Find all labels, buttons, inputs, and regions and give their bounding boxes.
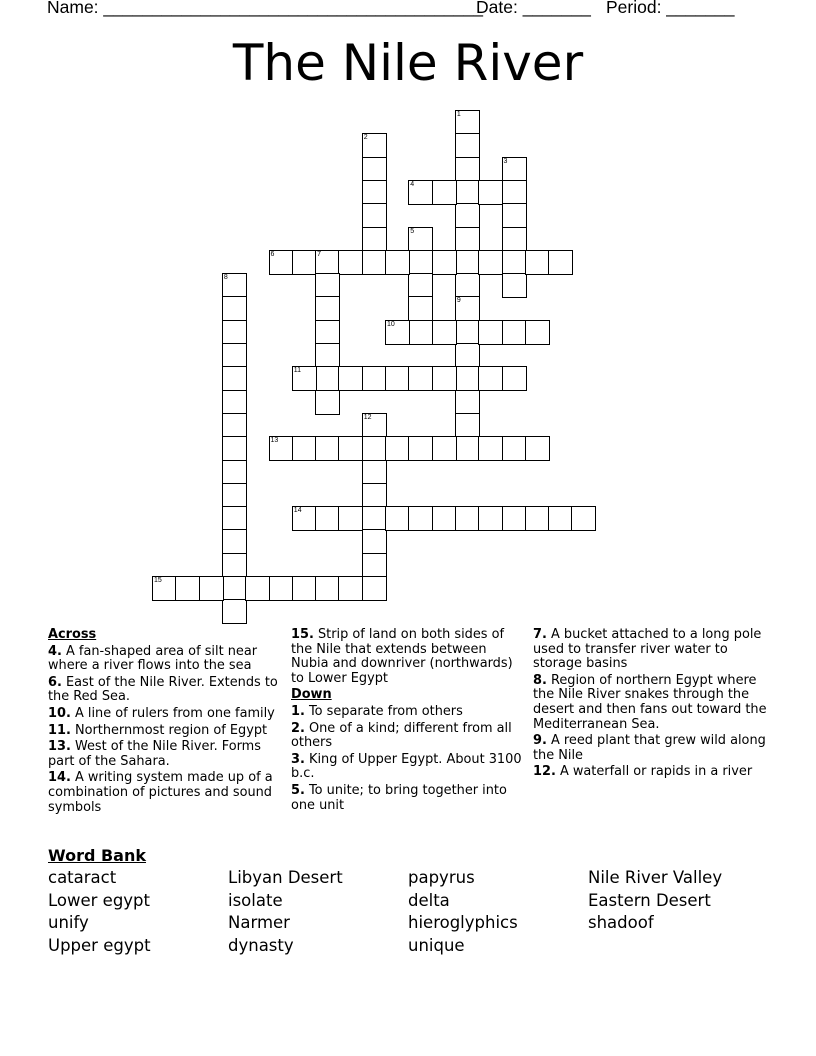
grid-cell[interactable] <box>222 320 247 345</box>
grid-cell[interactable] <box>502 227 527 252</box>
grid-cell[interactable] <box>292 250 317 275</box>
word-bank-item: papyrus <box>408 868 475 887</box>
grid-clue-number: 6 <box>270 250 275 258</box>
grid-cell[interactable] <box>455 180 480 205</box>
grid-cell[interactable] <box>245 576 270 601</box>
word-bank-item: Libyan Desert <box>228 868 343 887</box>
grid-clue-number: 7 <box>317 250 321 258</box>
grid-cell[interactable] <box>222 296 247 321</box>
grid-cell[interactable] <box>455 506 480 531</box>
word-bank-item: delta <box>408 890 450 910</box>
grid-cell[interactable] <box>432 250 457 275</box>
grid-cell[interactable] <box>222 506 247 531</box>
grid-cell[interactable] <box>548 250 573 275</box>
grid-cell[interactable] <box>455 227 480 252</box>
grid-cell[interactable] <box>315 273 340 298</box>
grid-cell[interactable] <box>315 436 340 461</box>
grid-cell[interactable] <box>432 366 457 391</box>
grid-cell[interactable] <box>362 366 387 391</box>
grid-cell[interactable] <box>432 506 457 531</box>
grid-cell[interactable] <box>432 320 457 345</box>
down-heading: Down <box>291 687 332 703</box>
word-bank-item: unique <box>408 936 465 956</box>
grid-clue-number: 9 <box>456 297 461 305</box>
grid-clue-number: 10 <box>387 320 395 328</box>
grid-cell[interactable] <box>269 576 294 601</box>
grid-cell[interactable] <box>338 576 363 601</box>
grid-clue-number: 1 <box>456 111 461 118</box>
grid-cell[interactable] <box>222 390 247 415</box>
down-clue-1: 1. To separate from others <box>291 703 463 719</box>
grid-clue-number: 13 <box>270 437 279 445</box>
word-bank-item: Eastern Desert <box>588 890 711 910</box>
word-bank-column-2 <box>228 867 343 958</box>
grid-cell[interactable] <box>385 436 410 461</box>
word-bank-item: dynasty <box>228 936 294 956</box>
word-bank-column-1 <box>48 867 151 958</box>
grid-cell[interactable] <box>525 320 550 345</box>
grid-cell[interactable] <box>455 343 480 368</box>
grid-cell[interactable] <box>478 436 503 461</box>
grid-cell[interactable] <box>502 436 527 461</box>
period-field[interactable]: Period: _______ <box>606 0 735 17</box>
word-bank-title: Word Bank <box>48 846 147 865</box>
grid-cell[interactable] <box>222 366 247 391</box>
word-bank-item: Lower egypt <box>48 890 151 910</box>
grid-cell[interactable] <box>362 553 387 578</box>
grid-cell[interactable] <box>455 390 480 415</box>
clue-column-3 <box>533 628 773 782</box>
grid-cell[interactable] <box>478 366 503 391</box>
grid-cell[interactable] <box>362 203 387 228</box>
word-bank-item: shadoof <box>588 913 654 933</box>
grid-cell[interactable] <box>222 529 247 554</box>
grid-cell[interactable] <box>455 133 480 158</box>
across-clue-15: 15. Strip of land on both sides of the Nile that extends between Nubia and downriver (northwards) to Lower Egypt <box>291 627 513 686</box>
grid-cell[interactable] <box>455 250 480 275</box>
grid-cell[interactable] <box>315 343 340 368</box>
grid-cell[interactable] <box>408 506 433 531</box>
grid-clue-number: 5 <box>410 227 415 235</box>
word-bank-item: isolate <box>228 890 283 910</box>
grid-cell[interactable] <box>222 413 247 438</box>
across-clue-10: 10. A line of rulers from one family <box>48 705 275 721</box>
grid-cell[interactable] <box>222 576 247 601</box>
grid-cell[interactable] <box>502 180 527 205</box>
grid-cell[interactable] <box>292 436 317 461</box>
grid-cell[interactable] <box>385 506 410 531</box>
grid-cell[interactable] <box>571 506 596 531</box>
grid-cell[interactable] <box>315 576 340 601</box>
grid-cell[interactable] <box>525 250 550 275</box>
grid-cell[interactable] <box>478 180 503 205</box>
clue-column-1 <box>48 628 280 817</box>
across-clue-14: 14. A writing system made up of a combination of pictures and sound symbols <box>48 770 273 815</box>
grid-cell[interactable] <box>315 506 340 531</box>
grid-cell[interactable] <box>175 576 200 601</box>
grid-cell[interactable] <box>432 180 457 205</box>
grid-cell[interactable] <box>502 203 527 228</box>
date-field[interactable]: Date: _______ <box>476 0 591 17</box>
word-bank-item: hieroglyphics <box>408 913 518 933</box>
grid-cell[interactable] <box>502 366 527 391</box>
grid-cell[interactable] <box>502 320 527 345</box>
grid-cell[interactable] <box>222 483 247 508</box>
grid-cell[interactable] <box>338 250 363 275</box>
grid-cell[interactable] <box>338 436 363 461</box>
grid-cell[interactable] <box>222 599 247 624</box>
grid-cell[interactable] <box>222 553 247 578</box>
grid-cell[interactable] <box>315 320 340 345</box>
across-clue-11: 11. Northernmost region of Egypt <box>48 722 268 738</box>
grid-cell[interactable] <box>455 203 480 228</box>
word-bank-column-4 <box>588 867 722 935</box>
grid-cell[interactable] <box>315 390 340 415</box>
grid-cell[interactable] <box>362 576 387 601</box>
grid-cell[interactable] <box>478 250 503 275</box>
down-clue-3: 3. King of Upper Egypt. About 3100 b.c. <box>291 751 522 782</box>
grid-cell[interactable] <box>292 576 317 601</box>
grid-cell[interactable] <box>362 506 387 531</box>
grid-clue-number: 3 <box>503 157 508 165</box>
grid-cell[interactable] <box>362 460 387 485</box>
grid-cell[interactable] <box>478 320 503 345</box>
grid-cell[interactable] <box>362 436 387 461</box>
word-bank-item: Narmer <box>228 913 290 933</box>
grid-cell[interactable] <box>432 436 457 461</box>
grid-cell[interactable] <box>362 483 387 508</box>
grid-cell[interactable] <box>362 250 387 275</box>
word-bank-item: Nile River Valley <box>588 868 723 887</box>
grid-cell[interactable] <box>408 250 433 275</box>
across-clue-4: 4. A fan-shaped area of silt near where a river flows into the sea <box>48 643 258 674</box>
down-clue-7: 7. A bucket attached to a long pole used to transfer river water to storage basins <box>533 627 762 672</box>
grid-cell[interactable] <box>455 436 480 461</box>
grid-cell[interactable] <box>222 460 247 485</box>
grid-cell[interactable] <box>199 576 224 601</box>
grid-cell[interactable] <box>385 250 410 275</box>
grid-cell[interactable] <box>222 436 247 461</box>
page-title: The Nile River <box>232 34 584 92</box>
grid-cell[interactable] <box>408 436 433 461</box>
grid-cell[interactable] <box>408 320 433 345</box>
across-clue-6: 6. East of the Nile River. Extends to the Red Sea. <box>48 674 278 705</box>
grid-clue-number: 12 <box>363 413 372 421</box>
grid-cell[interactable] <box>478 506 503 531</box>
grid-clue-number: 2 <box>363 134 368 142</box>
clue-column-2 <box>291 628 523 815</box>
word-bank-item: Upper egypt <box>48 936 151 956</box>
grid-clue-number: 8 <box>223 274 228 282</box>
across-clue-13: 13. West of the Nile River. Forms part of the Sahara. <box>48 739 261 769</box>
grid-cell[interactable] <box>385 366 410 391</box>
grid-cell[interactable] <box>502 506 527 531</box>
grid-cell[interactable] <box>315 366 340 391</box>
down-clue-5: 5. To unite; to bring together into one unit <box>291 782 507 813</box>
down-clue-8: 8. Region of northern Egypt where the Nile River snakes through the desert and then fans out toward the Mediterranean Sea. <box>533 672 767 732</box>
word-bank-item: cataract <box>48 868 117 887</box>
grid-cell[interactable] <box>502 273 527 298</box>
down-clue-12: 12. A waterfall or rapids in a river <box>533 764 753 780</box>
grid-cell[interactable] <box>315 296 340 321</box>
name-field[interactable]: Name: _______________________________________ <box>47 0 483 17</box>
grid-cell[interactable] <box>362 227 387 252</box>
down-clue-9: 9. A reed plant that grew wild along the Nile <box>533 733 766 763</box>
grid-cell[interactable] <box>455 366 480 391</box>
grid-cell[interactable] <box>525 506 550 531</box>
grid-clue-number: 15 <box>154 577 162 584</box>
grid-cell[interactable] <box>548 506 573 531</box>
word-bank-column-3 <box>408 867 518 958</box>
word-bank-item: unify <box>48 913 89 933</box>
grid-clue-number: 4 <box>410 180 415 188</box>
grid-cell[interactable] <box>408 366 433 391</box>
grid-cell[interactable] <box>455 320 480 345</box>
grid-clue-number: 14 <box>293 507 302 515</box>
grid-cell[interactable] <box>502 250 527 275</box>
down-clue-2: 2. One of a kind; different from all others <box>291 720 512 751</box>
grid-cell[interactable] <box>362 180 387 205</box>
grid-cell[interactable] <box>455 157 480 182</box>
grid-cell[interactable] <box>525 436 550 461</box>
grid-cell[interactable] <box>408 296 433 321</box>
grid-cell[interactable] <box>222 343 247 368</box>
grid-cell[interactable] <box>408 273 433 298</box>
across-heading: Across <box>48 627 97 642</box>
grid-cell[interactable] <box>362 157 387 182</box>
grid-cell[interactable] <box>338 506 363 531</box>
grid-cell[interactable] <box>455 413 480 438</box>
grid-clue-number: 11 <box>293 367 302 375</box>
grid-cell[interactable] <box>362 529 387 554</box>
grid-cell[interactable] <box>455 273 480 298</box>
grid-cell[interactable] <box>338 366 363 391</box>
